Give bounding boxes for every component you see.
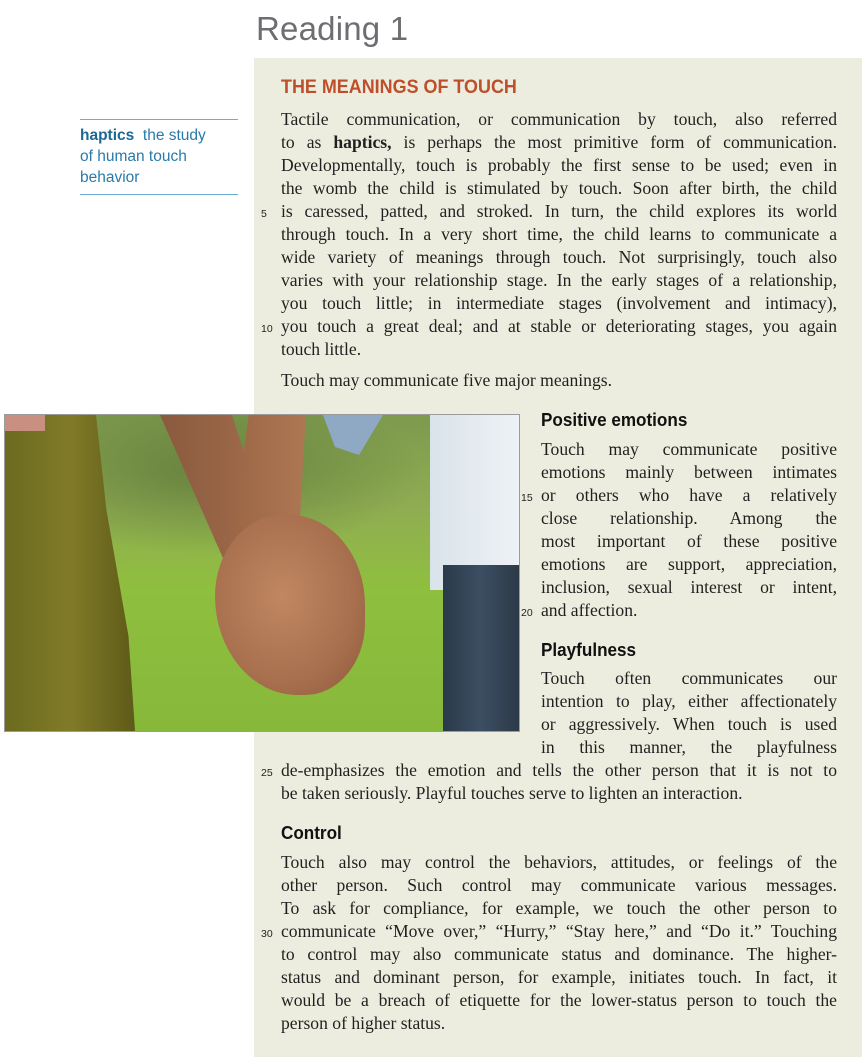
text-line: to control may also communicate status and dominance. The higher- (281, 944, 837, 964)
text-fragment: and affection. (541, 600, 638, 620)
text-line: emotions mainly between intimates (541, 462, 837, 482)
text-fragment: de-emphasizes the emotion and tells the other person that it is not to (281, 760, 837, 780)
positive-emotions-paragraph (521, 438, 837, 622)
text-line: varies with your relationship stage. In the early stages of a relationship, (281, 270, 837, 290)
text-line: Developmentally, touch is probably the first sense to be used; even in (281, 155, 837, 175)
text-line (521, 599, 837, 622)
line-number: 5 (261, 208, 267, 220)
text-line: To ask for compliance, for example, we touch the other person to (281, 898, 837, 918)
text-line: most important of these positive (541, 531, 837, 551)
text-line: Touch often communicates our (541, 668, 837, 688)
text-line: would be a breach of etiquette for the lower-status person to touch the (281, 990, 837, 1010)
margin-note-term: haptics (80, 127, 135, 144)
margin-note-haptics (80, 119, 238, 195)
text-line: through touch. In a very short time, the child learns to communicate a (281, 224, 837, 244)
photo-hands (215, 515, 365, 695)
text-fragment: is perhaps the most primitive form of communication. (391, 132, 838, 152)
text-line: Tactile communication, or communication by touch, also referred (281, 109, 837, 129)
reading-title: Reading 1 (256, 10, 409, 47)
line-number: 25 (261, 767, 273, 779)
text-line (281, 131, 837, 154)
subhead-positive-emotions: Positive emotions (541, 410, 688, 430)
text-line (261, 315, 837, 338)
text-line: the womb the child is stimulated by touch. Soon after birth, the child (281, 178, 837, 198)
text-line: Touch may communicate positive (541, 439, 837, 459)
playfulness-paragraph-narrow (541, 667, 837, 759)
section-title: THE MEANINGS OF TOUCH (281, 76, 517, 98)
text-fragment: communicate “Move over,” “Hurry,” “Stay here,” and “Do it.” Touching (281, 921, 837, 941)
text-line: you touch little; in intermediate stages (involvement and intimacy), (281, 293, 837, 313)
text-fragment: is caressed, patted, and stroked. In turn, the child explores its world (281, 201, 837, 221)
text-line: in this manner, the playfulness (541, 737, 837, 757)
text-line: emotions are support, appreciation, (541, 554, 837, 574)
text-line (261, 759, 837, 782)
photo-shirt (430, 415, 519, 590)
text-line: status and dominant person, for example, initiates touch. In fact, it (281, 967, 837, 987)
text-line: touch little. (281, 339, 362, 359)
text-line (261, 920, 837, 943)
text-line: or aggressively. When touch is used (541, 714, 837, 734)
text-line: inclusion, sexual interest or intent, (541, 577, 837, 597)
photo-jeans (443, 565, 519, 731)
text-line (261, 200, 837, 223)
text-line: Touch may communicate five major meanings. (281, 370, 612, 390)
playfulness-paragraph-wide (261, 759, 837, 805)
haptics-term: haptics, (333, 132, 392, 152)
photo-shirt-stripe (5, 415, 45, 431)
text-line: close relationship. Among the (541, 508, 837, 528)
text-line (521, 484, 837, 507)
text-line: other person. Such control may communicate various messages. (281, 875, 837, 895)
text-fragment: or others who have a relatively (541, 485, 837, 505)
text-fragment: to as (281, 132, 334, 152)
margin-note-def-1: the study (142, 127, 206, 144)
text-line: wide variety of meanings through touch. Not surprisingly, touch also (281, 247, 837, 267)
text-line: person of higher status. (281, 1013, 446, 1033)
control-paragraph (261, 851, 837, 1035)
line-number: 15 (521, 492, 533, 504)
intro-paragraph (261, 108, 838, 361)
summary-sentence (281, 369, 837, 392)
text-line: intention to play, either affectionately (541, 691, 837, 711)
text-line: Touch also may control the behaviors, attitudes, or feelings of the (281, 852, 837, 872)
text-fragment: you touch a great deal; and at stable or deteriorating stages, you again (281, 316, 837, 336)
subhead-playfulness: Playfulness (541, 640, 637, 660)
line-number: 10 (261, 323, 273, 335)
margin-note-def-3: behavior (80, 169, 140, 186)
subhead-control: Control (281, 823, 342, 843)
text-line: be taken seriously. Playful touches serve to lighten an interaction. (281, 783, 743, 803)
hand-holding-photo (4, 414, 520, 732)
margin-note-def-2: of human touch (80, 148, 187, 165)
line-number: 30 (261, 928, 273, 940)
line-number: 20 (521, 607, 533, 619)
